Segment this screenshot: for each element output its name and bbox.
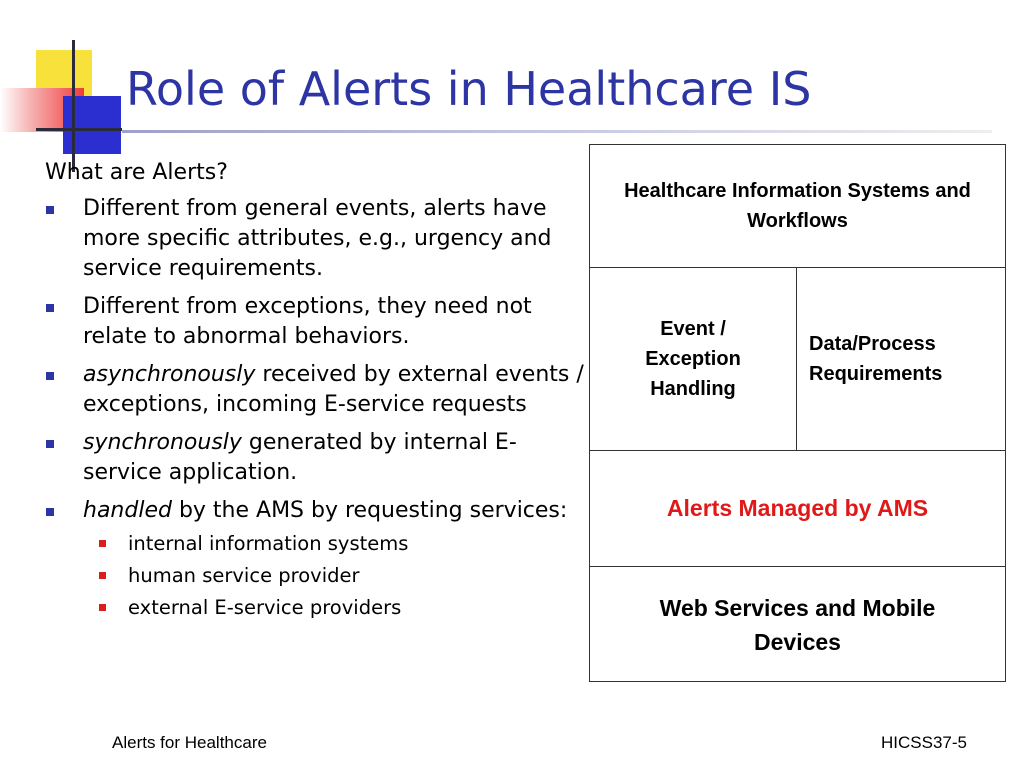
diagram-row-split [590, 268, 1005, 451]
intro-text: What are Alerts? [45, 160, 228, 185]
diagram-label-event: Event / Exception Handling [645, 318, 741, 400]
sub-bullet-icon [99, 604, 106, 611]
bullet-item [45, 428, 585, 488]
title-underline [122, 130, 992, 133]
diagram-label-ams: Alerts Managed by AMS [666, 495, 929, 521]
sub-bullet-item [45, 528, 585, 560]
sub-bullet-text: external E-service providers [128, 596, 402, 619]
square-bullet-icon [46, 372, 54, 380]
square-bullet-icon [46, 304, 54, 312]
bullet-text: Different from exceptions, they need not relate to abnormal behaviors. [83, 294, 532, 349]
diagram-row-his [590, 145, 1005, 268]
diagram-row-ams [590, 451, 1005, 567]
bullet-list [45, 158, 585, 624]
square-bullet-icon [46, 206, 54, 214]
sub-bullet-icon [99, 572, 106, 579]
diagram-row-web [590, 567, 1005, 682]
bullet-emphasis: handled [83, 498, 172, 523]
diagram-cell-data [797, 268, 1005, 450]
architecture-diagram [589, 144, 1006, 682]
sub-bullet-item [45, 592, 585, 624]
diagram-label-web: Web Services and Mobile Devices [659, 594, 936, 655]
bullet-text: by the AMS by requesting services: [171, 498, 568, 523]
sub-bullet-text: human service provider [128, 564, 360, 587]
bullet-item [45, 194, 585, 284]
decor-horizontal-line [36, 128, 122, 131]
footer-right: HICSS37-5 [881, 733, 967, 752]
bullet-item [45, 496, 585, 526]
sub-bullet-item [45, 560, 585, 592]
square-bullet-icon [46, 440, 54, 448]
square-bullet-icon [46, 508, 54, 516]
decor-vertical-line [72, 40, 75, 172]
diagram-cell-event [590, 268, 797, 450]
bullet-emphasis: synchronously [83, 430, 242, 455]
diagram-label-data: Data/Process Requirements [809, 333, 943, 385]
bullet-text: received by external events / exceptions, incoming E-service requests [83, 362, 584, 417]
sub-bullet-text: internal information systems [128, 532, 409, 555]
slide-title: Role of Alerts in Healthcare IS [126, 62, 812, 116]
bullet-item [45, 292, 585, 352]
diagram-label-his: Healthcare Information Systems and Workflows [624, 180, 971, 232]
footer-left: Alerts for Healthcare [112, 733, 267, 752]
bullet-text: generated by internal E-service application. [83, 430, 517, 485]
bullet-item [45, 360, 585, 420]
bullet-text: Different from general events, alerts have more specific attributes, e.g., urgency and service requirements. [83, 196, 552, 281]
sub-bullet-icon [99, 540, 106, 547]
bullet-emphasis: asynchronously [83, 362, 256, 387]
